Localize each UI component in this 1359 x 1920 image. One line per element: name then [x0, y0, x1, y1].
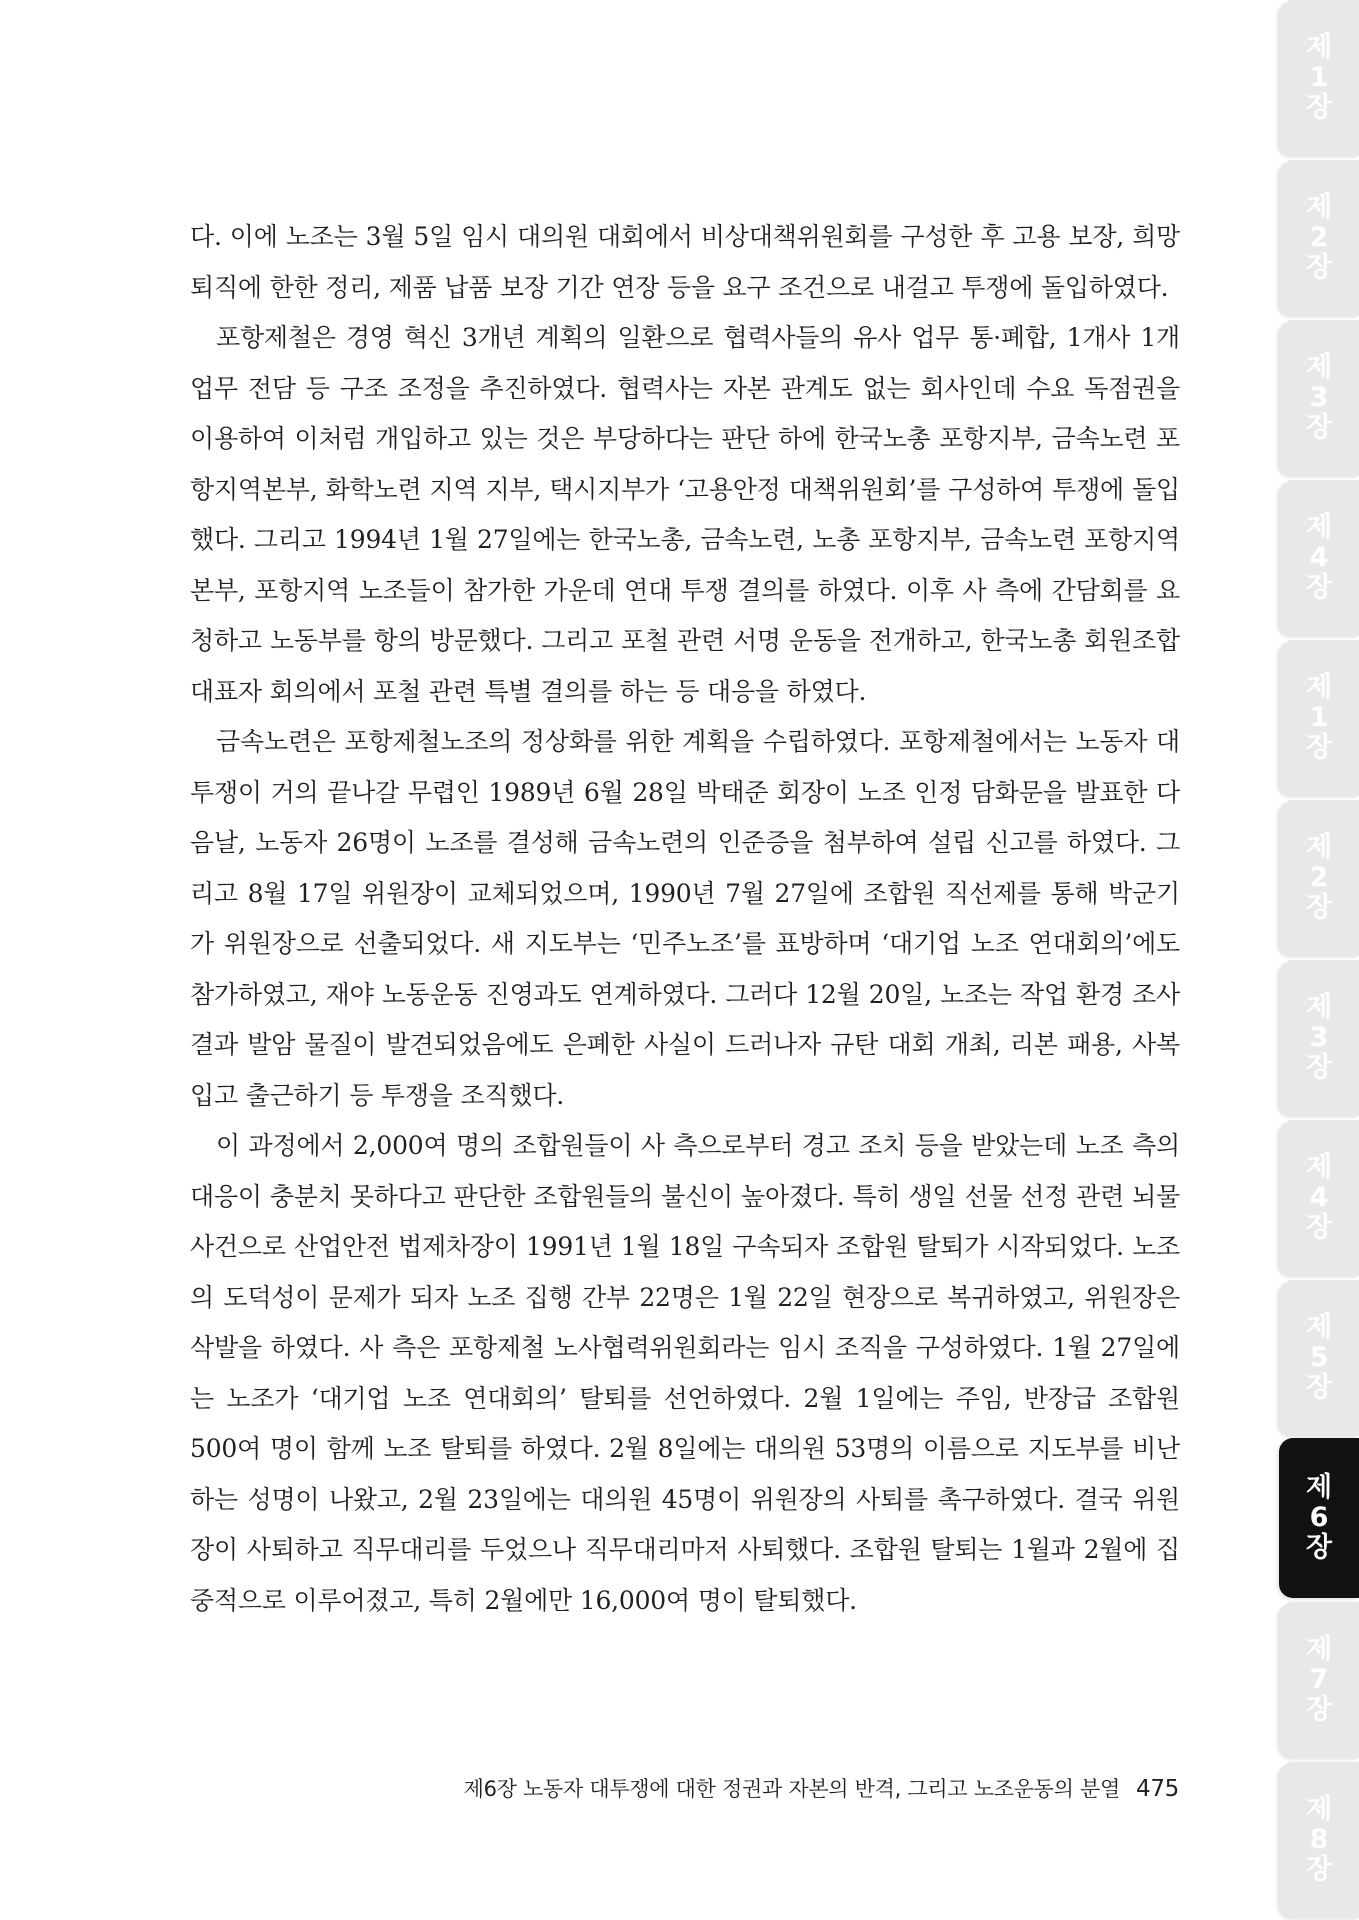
tab-label: 제 — [1305, 1312, 1333, 1343]
tab-number: 4 — [1309, 1182, 1329, 1213]
chapter-tab-4[interactable] — [1279, 480, 1359, 636]
tab-number: 2 — [1309, 222, 1329, 253]
tab-label: 제 — [1305, 1794, 1333, 1825]
tab-number: 1 — [1309, 702, 1329, 733]
chapter-tab-10-active[interactable] — [1279, 1438, 1359, 1598]
running-footer — [464, 1773, 1179, 1803]
chapter-tab-5[interactable] — [1279, 640, 1359, 796]
tab-label: 제 — [1305, 512, 1333, 543]
chapter-tab-1[interactable] — [1279, 0, 1359, 156]
tab-number: 4 — [1309, 542, 1329, 573]
tab-suffix: 장 — [1305, 252, 1333, 283]
tab-number: 3 — [1309, 382, 1329, 413]
tab-suffix: 장 — [1305, 1694, 1333, 1725]
footer-chapter-title: 제6장 노동자 대투쟁에 대한 정권과 자본의 반격, 그리고 노조운동의 분열 — [463, 1777, 1120, 1801]
page-number: 475 — [1136, 1776, 1179, 1802]
tab-suffix: 장 — [1305, 732, 1333, 763]
tab-number: 5 — [1309, 1342, 1329, 1373]
tab-label: 제 — [1305, 32, 1333, 63]
tab-label: 제 — [1305, 672, 1333, 703]
tab-number: 6 — [1309, 1502, 1329, 1533]
tab-label: 제 — [1305, 1152, 1333, 1183]
paragraph-3: 금속노련은 포항제철노조의 정상화를 위한 계획을 수립하였다. 포항제철에서는 노동자 대투쟁이 거의 끝나갈 무렵인 1989년 6월 28일 박태준 회장이 노조 인정 담화문을 발표한 다음날, 노동자 26명이 노조를 결성해 금속노련의 인준증을 첨부하여 설립 신고를 하였다. 그리고 8월 17일 위원장이 교체되었으며, 1990년 7월 27일에 조합원 직선제를 통해 박군기가 위원장으로 선출되었다. 새 지도부는 ‘민주노조’를 표방하며 ‘대기업 노조 연대회의’에도 참가하였고, 재야 노동운동 진영과도 연계하였다. 그러다 12월 20일, 노조는 작업 환경 조사 결과 발암 물질이 발견되었음에도 은폐한 사실이 드러나자 규탄 대회 개최, 리본 패용, 사복 입고 출근하기 등 투쟁을 조직했다. — [190, 727, 1180, 1110]
chapter-tab-8[interactable] — [1279, 1120, 1359, 1276]
paragraph-4: 이 과정에서 2,000여 명의 조합원들이 사 측으로부터 경고 조치 등을 받았는데 노조 측의 대응이 충분치 못하다고 판단한 조합원들의 불신이 높아졌다. 특히 생일 선물 선정 관련 뇌물 사건으로 산업안전 법제차장이 1991년 1월 18일 구속되자 조합원 탈퇴가 시작되었다. 노조의 도덕성이 문제가 되자 노조 집행 간부 22명은 1월 22일 현장으로 복귀하였고, 위원장은 삭발을 하였다. 사 측은 포항제철 노사협력위원회라는 임시 조직을 구성하였다. 1월 27일에는 노조가 ‘대기업 노조 연대회의’ 탈퇴를 선언하였다. 2월 1일에는 주임, 반장급 조합원 500여 명이 함께 노조 탈퇴를 하였다. 2월 8일에는 대의원 53명의 이름으로 지도부를 비난하는 성명이 나왔고, 2월 23일에는 대의원 45명이 위원장의 사퇴를 촉구하였다. 결국 위원장이 사퇴하고 직무대리를 두었으나 직무대리마저 사퇴했다. 조합원 탈퇴는 1월과 2월에 집중적으로 이루어졌고, 특히 2월에만 16,000여 명이 탈퇴했다. — [190, 1131, 1180, 1615]
tab-number: 8 — [1309, 1824, 1329, 1855]
chapter-tab-9[interactable] — [1279, 1280, 1359, 1436]
tab-suffix: 장 — [1305, 892, 1333, 923]
tab-number: 1 — [1309, 62, 1329, 93]
tab-suffix: 장 — [1305, 1532, 1333, 1563]
tab-suffix: 장 — [1305, 1052, 1333, 1083]
body-text — [190, 212, 1180, 1626]
tab-suffix: 장 — [1305, 412, 1333, 443]
tab-number: 7 — [1309, 1664, 1329, 1695]
chapter-tab-6[interactable] — [1279, 800, 1359, 956]
tab-label: 제 — [1305, 832, 1333, 863]
tab-number: 3 — [1309, 1022, 1329, 1053]
chapter-tab-7[interactable] — [1279, 960, 1359, 1116]
chapter-tab-11[interactable] — [1279, 1602, 1359, 1758]
tab-label: 제 — [1305, 1472, 1333, 1503]
tab-suffix: 장 — [1305, 1854, 1333, 1885]
tab-label: 제 — [1305, 352, 1333, 383]
tab-number: 2 — [1309, 862, 1329, 893]
paragraph-2: 포항제철은 경영 혁신 3개년 계획의 일환으로 협력사들의 유사 업무 통·폐합, 1개사 1개 업무 전담 등 구조 조정을 추진하였다. 협력사는 자본 관계도 없는 회사인데 수요 독점권을 이용하여 이처럼 개입하고 있는 것은 부당하다는 판단 하에 한국노총 포항지부, 금속노련 포항지역본부, 화학노련 지역 지부, 택시지부가 ‘고용안정 대책위원회’를 구성하여 투쟁에 돌입했다. 그리고 1994년 1월 27일에는 한국노총, 금속노련, 노총 포항지부, 금속노련 포항지역본부, 포항지역 노조들이 참가한 가운데 연대 투쟁 결의를 하였다. 이후 사 측에 간담회를 요청하고 노동부를 항의 방문했다. 그리고 포철 관련 서명 운동을 전개하고, 한국노총 회원조합 대표자 회의에서 포철 관련 특별 결의를 하는 등 대응을 하였다. — [190, 323, 1180, 706]
tab-label: 제 — [1305, 992, 1333, 1023]
tab-label: 제 — [1305, 192, 1333, 223]
chapter-tabs — [1279, 0, 1359, 1920]
chapter-tab-3[interactable] — [1279, 320, 1359, 476]
tab-label: 제 — [1305, 1634, 1333, 1665]
tab-suffix: 장 — [1305, 1212, 1333, 1243]
paragraph-1: 다. 이에 노조는 3월 5일 임시 대의원 대회에서 비상대책위원회를 구성한 후 고용 보장, 희망퇴직에 한한 정리, 제품 납품 보장 기간 연장 등을 요구 조건으로 내걸고 투쟁에 돌입하였다. — [190, 222, 1180, 302]
tab-suffix: 장 — [1305, 92, 1333, 123]
chapter-tab-12[interactable] — [1279, 1762, 1359, 1918]
tab-suffix: 장 — [1305, 1372, 1333, 1403]
chapter-tab-2[interactable] — [1279, 160, 1359, 316]
tab-suffix: 장 — [1305, 572, 1333, 603]
